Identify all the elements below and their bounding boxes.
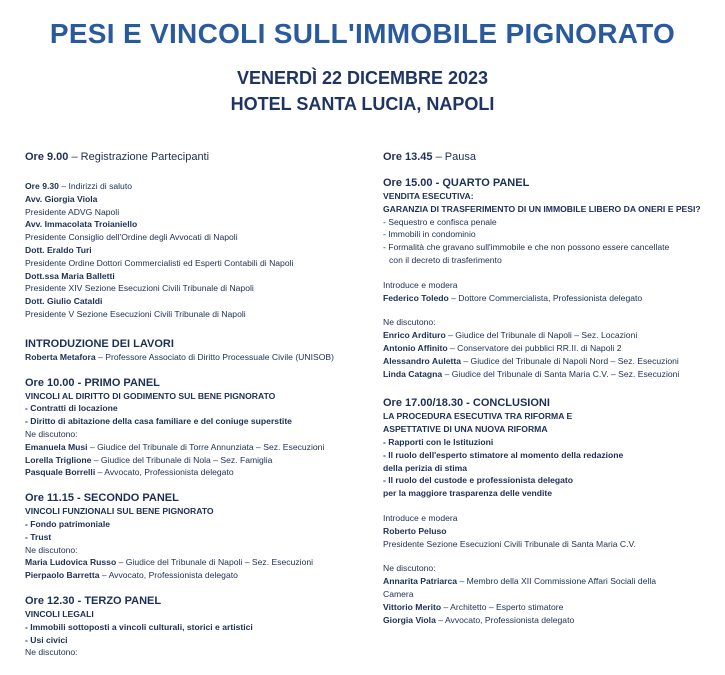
speaker-name: Antonio Affinito	[383, 342, 448, 353]
speaker-role: Presidente XIV Sezione Esecuzioni Civili Tribunale di Napoli	[25, 283, 254, 294]
panel4-speaker	[383, 355, 718, 368]
panel3-heading: Ore 12.30 - TERZO PANEL	[25, 594, 162, 607]
panel4-topic: - Immobili in condominio	[383, 229, 476, 240]
speaker-name: Lorella Triglione	[25, 454, 92, 465]
conclusions-speaker-cont	[383, 588, 718, 601]
panel1-subtitle: VINCOLI AL DIRITTO DI GODIMENTO SUL BENE PIGNORATO	[25, 390, 276, 401]
panel2-subtitle: VINCOLI FUNZIONALI SUL BENE PIGNORATO	[25, 506, 214, 517]
panel3-discuss-label: Ne discutono:	[25, 647, 78, 658]
registration-time: Ore 9.00	[25, 151, 69, 163]
greetings-time: Ore 9.30	[25, 181, 59, 191]
panel4-topic: - Formalità che gravano sull'immobile e che non possono essere cancellate	[383, 242, 670, 253]
pause-label: – Pausa	[435, 151, 476, 163]
panel2-heading: Ore 11.15 - SECONDO PANEL	[25, 492, 179, 505]
panel4-topic: - Sequestro e confisca penale	[383, 216, 497, 227]
panel4-moderator	[383, 292, 718, 305]
speaker-name: Dott. Eraldo Turi	[25, 244, 92, 255]
conclusions-speaker	[383, 601, 718, 614]
speaker-role: Presidente Consiglio dell'Ordine degli Avvocati di Napoli	[25, 232, 238, 243]
speaker-role: Camera	[383, 588, 414, 599]
intro-speaker	[25, 351, 365, 364]
speaker-name: Emanuela Musi	[25, 441, 88, 452]
page-title: PESI E VINCOLI SULL'IMMOBILE PIGNORATO	[49, 18, 676, 49]
conclusions-heading: Ore 17.00/18.30 - CONCLUSIONI	[383, 397, 550, 410]
speaker-role: – Giudice del Tribunale di Santa Maria C.V. – Sez. Esecuzioni	[444, 368, 680, 379]
speaker-name: Enrico Arditurо	[383, 330, 446, 341]
panel4-subtitle: VENDITA ESECUTIVA:	[383, 191, 474, 201]
intro-heading: INTRODUZIONE DEI LAVORI	[25, 337, 174, 350]
panel4-subtitle: GARANZIA DI TRASFERIMENTO DI UN IMMOBILE LIBERO DA ONERI E PESI?	[383, 203, 701, 214]
speaker-role: – Conservatore dei pubblici RR.II. di Napoli 2	[449, 342, 622, 353]
panel1-speaker	[25, 441, 365, 454]
event-venue: HOTEL SANTA LUCIA, NAPOLI	[230, 94, 495, 114]
conclusions-discuss-label: Ne discutono:	[383, 563, 436, 574]
speaker-role: – Giudice del Tribunale di Nola – Sez. Famiglia	[93, 454, 273, 465]
conclusions-topic: della perizia di stima	[383, 462, 468, 473]
panel1-speaker	[25, 454, 365, 467]
speaker-name: Linda Catagna	[383, 368, 443, 379]
speaker-role: – Avvocato, Professionista delegato	[101, 570, 238, 581]
moderator-role: – Dottore Commercialista, Professionista delegato	[451, 292, 643, 303]
conclusions-topic: - Il ruolo del custode e professionista delegato	[383, 475, 574, 486]
conclusions-moderator-role: Presidente Sezione Esecuzioni Civili Tribunale di Santa Maria C.V.	[383, 538, 636, 549]
conclusions-topic: per la maggiore trasparenza delle vendite	[383, 488, 553, 499]
conclusions-moderator-name: Roberto Peluso	[383, 525, 447, 536]
panel1-discuss-label: Ne discutono:	[25, 428, 78, 439]
speaker-role: – Giudice del Tribunale di Napoli – Sez. Locazioni	[448, 330, 638, 341]
conclusions-topic: - Rapporti con le Istituzioni	[383, 436, 494, 447]
speaker-name: Dott. Giulio Cataldi	[25, 296, 103, 307]
greetings-line	[25, 180, 365, 193]
conclusions-topic: - Il ruolo dell'esperto stimatore al momento della redazione	[383, 449, 624, 460]
panel4-speaker	[383, 329, 718, 342]
panel1-topic: - Diritto di abitazione della casa familiare e del coniuge superstite	[25, 416, 292, 427]
pause-heading	[383, 150, 718, 164]
speaker-role: Presidente V Sezione Esecuzioni Civili Tribunale di Napoli	[25, 308, 246, 319]
speaker-name: Pasquale Borrelli	[25, 467, 96, 478]
panel4-discuss-label: Ne discutono:	[383, 317, 436, 328]
panel4-speaker	[383, 342, 718, 355]
speaker-name: Alessandro Auletta	[383, 355, 461, 366]
panel2-speaker	[25, 556, 365, 569]
speaker-name: Dott.ssa Maria Balletti	[25, 270, 115, 281]
program-right-column	[383, 150, 718, 626]
speaker-name: Annarita Patriarca	[383, 576, 458, 587]
panel3-topic: - Immobili sottoposti a vincoli culturali, storici e artistici	[25, 621, 253, 632]
speaker-role: – Architetto – Esperto stimatore	[443, 601, 564, 612]
panel4-topic: con il decreto di trasferimento	[389, 254, 502, 265]
panel1-speaker	[25, 466, 365, 479]
registration-heading	[25, 150, 365, 164]
speaker-role: – Giudice del Tribunale di Torre Annunziata – Sez. Esecuzioni	[89, 441, 325, 452]
intro-speaker-name: Roberta Metafora	[25, 351, 96, 362]
conclusions-subtitle: ASPETTATIVE DI UNA NUOVA RIFORMA	[383, 424, 548, 435]
speaker-role: Presidente ADVG Napoli	[25, 206, 120, 217]
panel4-moderator-label: Introduce e modera	[383, 279, 458, 290]
speaker-role: – Giudice del Tribunale di Napoli Nord – Sez. Esecuzioni	[463, 355, 679, 366]
conclusions-subtitle: LA PROCEDURA ESECUTIVA TRA RIFORMA E	[383, 411, 573, 422]
speaker-name: Maria Ludovica Russo	[25, 557, 117, 568]
panel2-topic: - Fondo patrimoniale	[25, 518, 110, 529]
greetings-label: – Indirizzi di saluto	[61, 181, 133, 191]
conclusions-moderator-label: Introduce e modera	[383, 512, 458, 523]
registration-label: – Registrazione Partecipanti	[71, 151, 210, 163]
speaker-role: – Avvocato, Professionista delegato	[438, 614, 575, 625]
speaker-role: Presidente Ordine Dottori Commercialisti ed Esperti Contabili di Napoli	[25, 257, 294, 268]
moderator-name: Federico Toledo	[383, 292, 449, 303]
panel1-topic: - Contratti di locazione	[25, 403, 118, 414]
intro-speaker-role: – Professore Associato di Diritto Processuale Civile (UNISOB)	[98, 351, 334, 362]
panel2-topic: - Trust	[25, 531, 52, 542]
panel1-heading: Ore 10.00 - PRIMO PANEL	[25, 376, 160, 389]
panel4-speaker	[383, 368, 718, 381]
panel3-subtitle: VINCOLI LEGALI	[25, 608, 94, 619]
conclusions-speaker	[383, 575, 718, 588]
speaker-role: – Giudice del Tribunale di Napoli – Sez. Esecuzioni	[118, 557, 314, 568]
speaker-name: Avv. Giorgia Viola	[25, 193, 98, 204]
panel2-speaker	[25, 569, 365, 582]
speaker-role: – Avvocato, Professionista delegato	[97, 467, 234, 478]
speaker-name: Vittorio Merito	[383, 601, 442, 612]
panel3-topic: - Usi civici	[25, 634, 68, 645]
speaker-name: Giorgia Viola	[383, 614, 436, 625]
speaker-name: Pierpaolo Barretta	[25, 570, 100, 581]
event-date: VENERDÌ 22 DICEMBRE 2023	[236, 68, 489, 88]
speaker-name: Avv. Immacolata Troianiello	[25, 219, 138, 230]
conclusions-speaker	[383, 614, 718, 627]
program-left-column	[25, 150, 365, 659]
panel4-heading: Ore 15.00 - QUARTO PANEL	[383, 177, 530, 189]
panel2-discuss-label: Ne discutono:	[25, 544, 78, 555]
pause-time: Ore 13.45	[383, 151, 433, 163]
speaker-role: – Membro della XII Commissione Affari Sociali della	[459, 576, 657, 587]
